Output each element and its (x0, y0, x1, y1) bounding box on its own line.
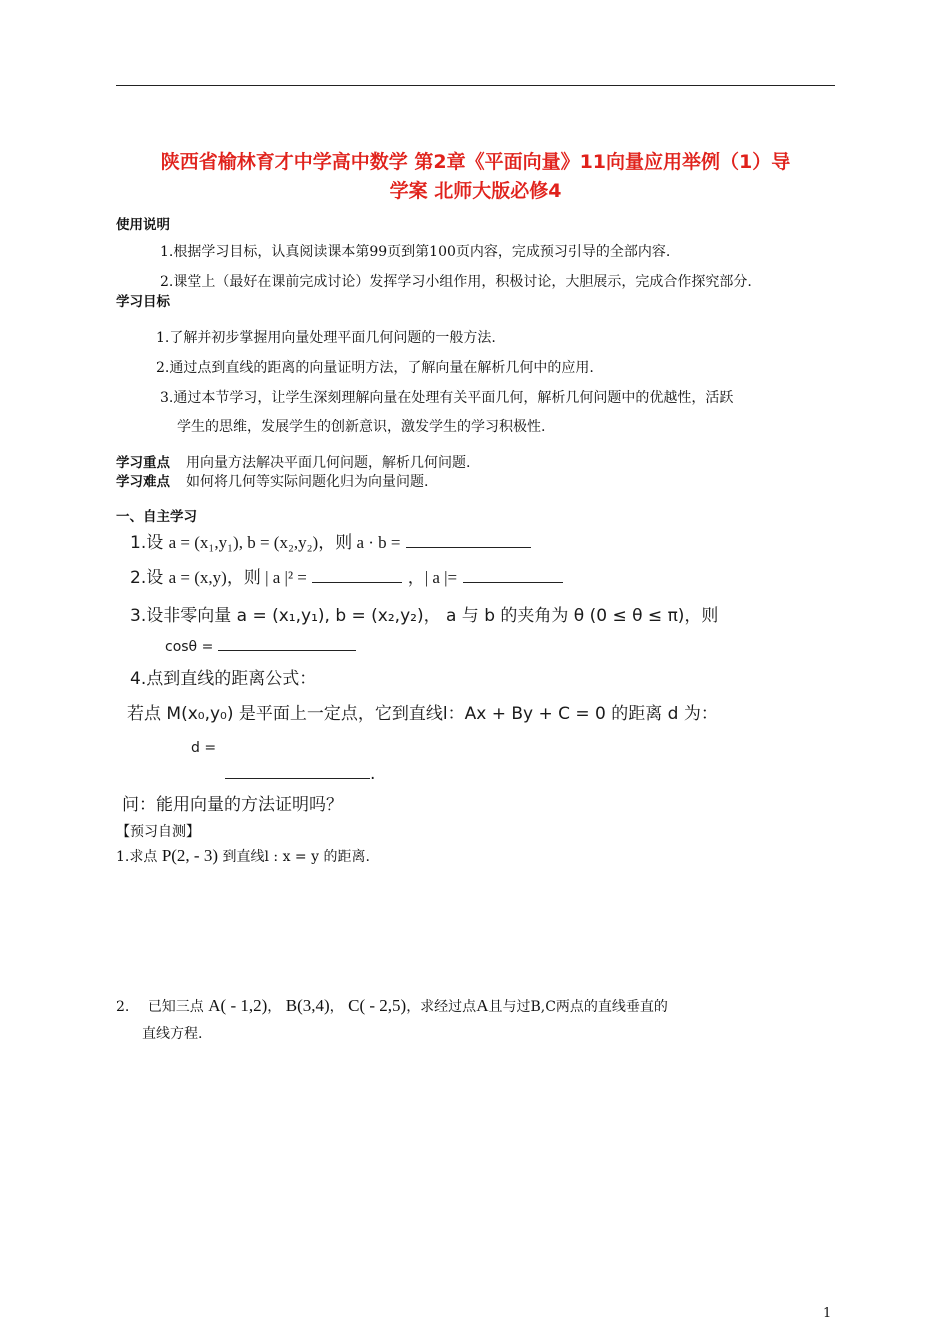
goal-item-2: 2.通过点到直线的距离的向量证明方法，了解向量在解析几何中的应用. (156, 360, 594, 376)
q4-question: 问：能用向量的方法证明吗？ (122, 795, 343, 815)
goal-item-3: 3.通过本节学习，让学生深刻理解向量在处理有关平面几何，解析几何问题中的优越性，活跃 (160, 390, 734, 406)
difficulty-label: 学习难点 (116, 474, 170, 490)
p2-prefix: 已知三点 (147, 999, 204, 1015)
pretest-heading: 【预习自测】 (116, 824, 200, 840)
p2-point-c: C( - 2,5) (348, 996, 407, 1015)
q2-mid: ，| a |= (407, 568, 458, 587)
goal-item-3-cont: 学生的思维，发展学生的创新意识，激发学生的学习积极性. (177, 419, 546, 435)
usage-item-2: 2.课堂上（最好在课前完成讨论）发挥学习小组作用，积极讨论，大胆展示，完成合作探究部分. (160, 274, 752, 290)
q4-answer-blank[interactable] (225, 776, 370, 779)
q2-expr: a = (x,y)，则 | a |² = (168, 568, 307, 587)
pretest-problem-2: 2. 已知三点 A( - 1,2)， B(3,4)， C( - 2,5)，求经过点A且与过B,C两点的直线垂直的 (116, 996, 668, 1015)
p1-prefix: 1.求点 (116, 849, 158, 865)
q2-answer-blank-2[interactable] (463, 580, 563, 583)
pretest-problem-1 (116, 846, 370, 867)
goal-item-1: 1.了解并初步掌握用向量处理平面几何问题的一般方法. (156, 330, 496, 346)
q1-prefix: 1.设 (130, 533, 164, 553)
q3-cos-line (165, 639, 356, 655)
q2-line (130, 563, 563, 588)
p2-point-b: B(3,4) (285, 996, 330, 1015)
q3-line: 3.设非零向量 a = (x₁,y₁), b = (x₂,y₂)， a 与 b 的夹角为 θ (0 ≤ θ ≤ π)，则 (130, 606, 719, 626)
q4-d-label: d = (191, 740, 217, 756)
p2-bc: B,C (530, 999, 556, 1015)
q1-line (130, 528, 531, 553)
p1-suffix: 的距离. (323, 849, 370, 865)
q2-answer-blank-1[interactable] (312, 580, 402, 583)
goals-heading: 学习目标 (116, 294, 170, 310)
p2-text-1: ，求经过点 (406, 999, 477, 1015)
page-number: 1 (823, 1306, 832, 1321)
q2-prefix: 2.设 (130, 568, 164, 588)
key-point-text: 用向量方法解决平面几何问题，解析几何问题. (186, 455, 471, 471)
title-line-1: 陕西省榆林育才中学高中数学 第2章《平面向量》11向量应用举例（1）导 (160, 151, 791, 173)
title-line-2: 学案 北师大版必修4 (389, 180, 562, 202)
usage-item-1: 1.根据学习目标，认真阅读课本第99页到第100页内容，完成预习引导的全部内容. (160, 244, 671, 260)
p1-line-eq: l : x = y (264, 849, 319, 865)
key-point-label: 学习重点 (116, 455, 170, 471)
key-point (116, 451, 470, 472)
p2-text-2: 且与过 (488, 999, 531, 1015)
q4-end-dot: . (370, 764, 376, 784)
p1-point: P(2, - 3) (161, 846, 219, 865)
p2-point-a-name: A (476, 996, 489, 1015)
usage-heading: 使用说明 (116, 217, 170, 233)
section1-heading: 一、自主学习 (116, 509, 197, 525)
difficulty-text: 如何将几何等实际问题化归为向量问题. (186, 474, 429, 490)
q3-cos-label: cosθ = (165, 639, 214, 655)
q4-heading: 4.点到直线的距离公式： (130, 669, 317, 689)
difficulty (116, 470, 428, 491)
p2-text-3: 两点的直线垂直的 (555, 999, 668, 1015)
p2-point-a: A( - 1,2) (208, 996, 268, 1015)
q4-text: 若点 M(x₀,y₀) 是平面上一定点，它到直线l：Ax + By + C = 0 的距离 d 为： (127, 704, 718, 724)
header-rule (116, 85, 835, 86)
q1-expr: a = (x₁,y₁), b = (x₂,y₂)，则 a · b = (168, 533, 401, 552)
p2-num: 2. (116, 999, 130, 1015)
pretest-problem-2-cont: 直线方程. (142, 1026, 203, 1042)
q1-answer-blank[interactable] (406, 545, 531, 548)
q4-answer-line (225, 764, 375, 784)
q3-answer-blank[interactable] (218, 648, 356, 651)
p1-mid: 到直线 (222, 849, 265, 865)
document-title (116, 148, 835, 206)
